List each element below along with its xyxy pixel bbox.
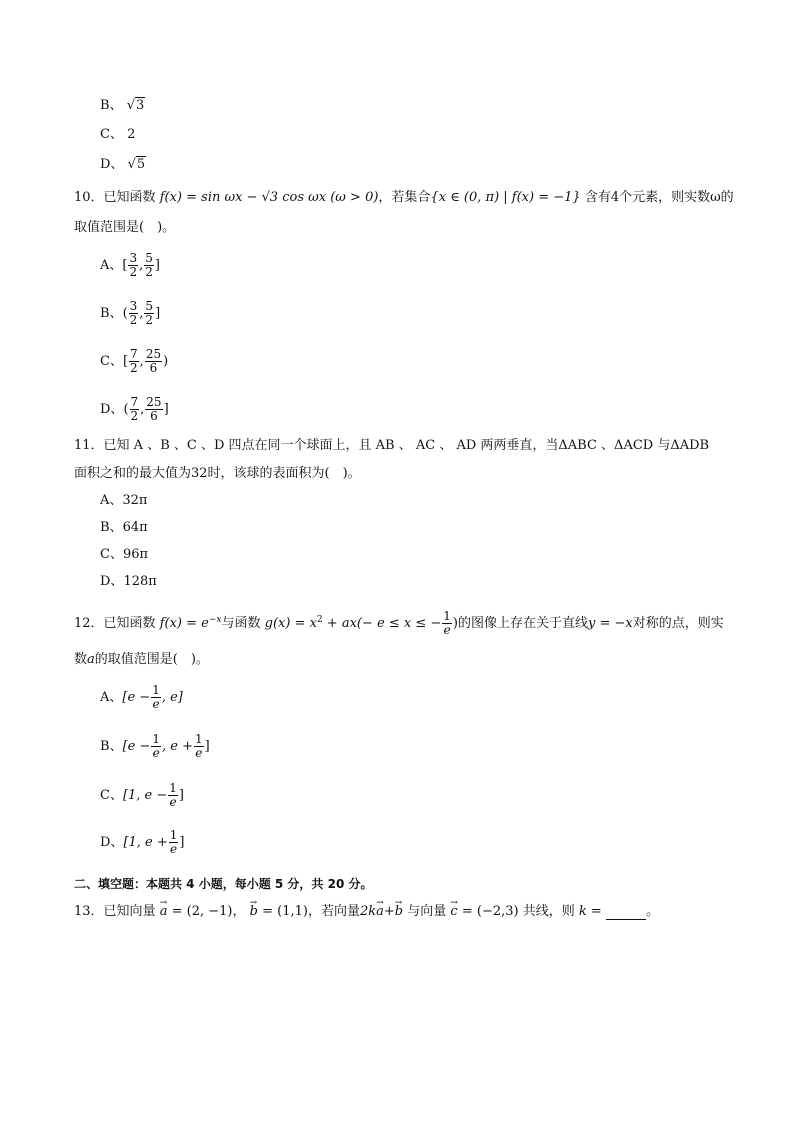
q10-option-c: C、[ $\frac{7}{2}$ , $\frac{25}{6}$ ) xyxy=(100,347,169,375)
stem-text: 已知函数 xyxy=(103,616,156,631)
q11-option-b xyxy=(100,520,148,536)
question-number: 10． xyxy=(74,190,104,205)
sqrt-expression: √3 xyxy=(126,98,145,113)
option-label: A、 xyxy=(100,690,123,705)
operator: = xyxy=(590,904,602,919)
section-title: 二、填空题：本题共 4 小题，每小题 5 分，共 20 分。 xyxy=(74,877,373,891)
numerator: 7 xyxy=(130,347,138,361)
denominator: e xyxy=(169,795,177,809)
option-value: 96π xyxy=(122,547,149,562)
denominator: e xyxy=(152,746,160,760)
fraction xyxy=(144,300,154,327)
sqrt-radicand: 5 xyxy=(136,157,146,172)
bracket-close: ] xyxy=(155,306,161,321)
vector-b: → b xyxy=(250,904,258,920)
line-equation: y = −x xyxy=(587,616,633,631)
fraction xyxy=(129,348,139,375)
numerator: 3 xyxy=(129,251,138,265)
fraction xyxy=(144,252,154,279)
vector-b: → b xyxy=(395,904,403,920)
bracket-open: ( xyxy=(123,402,129,417)
fraction xyxy=(151,684,161,711)
option-label: A、 xyxy=(100,258,123,273)
stem-text: 面积之和的最大值为32时，该球的表面积为( )。 xyxy=(74,466,361,481)
q11-stem-line2 xyxy=(74,466,361,482)
q9-option-d xyxy=(100,157,146,173)
option-label: D、 xyxy=(100,835,124,850)
q11-option-d xyxy=(100,574,157,590)
option-expr: [1, e − xyxy=(122,788,168,803)
option-label: D、 xyxy=(100,574,124,589)
q10-option-b: B、( $\frac{3}{2}$ , $\frac{5}{2}$ ] xyxy=(100,299,161,327)
option-label: C、 xyxy=(100,547,123,562)
q11-stem-line1 xyxy=(74,438,709,454)
stem-text: 与向量 xyxy=(407,904,447,919)
vector-a: → a xyxy=(160,904,168,920)
numerator: 7 xyxy=(130,395,139,409)
vector-value: = (−2,3) xyxy=(461,904,519,919)
denominator: 2 xyxy=(130,361,138,375)
question-number: 13． xyxy=(74,904,104,919)
numerator: 1 xyxy=(169,828,178,842)
answer-blank[interactable] xyxy=(606,907,646,920)
denominator: e xyxy=(195,746,203,760)
denominator: e xyxy=(152,697,160,711)
exponent: −x xyxy=(208,615,222,625)
fraction xyxy=(130,396,140,423)
operator: + xyxy=(383,904,395,919)
q11-option-c xyxy=(100,547,148,563)
denominator: 2 xyxy=(129,265,138,279)
vector-a: → a xyxy=(376,904,384,920)
q9-option-c xyxy=(100,127,135,143)
option-label: B、 xyxy=(100,306,123,321)
stem-text: 取值范围是( )。 xyxy=(74,220,176,235)
option-expr: ] xyxy=(178,788,184,803)
stem-text: ，若向量 xyxy=(307,904,360,919)
q12-stem-line2 xyxy=(74,652,209,668)
stem-text: 的取值范围是( )。 xyxy=(94,652,209,667)
denominator: 6 xyxy=(149,361,158,375)
denominator: 2 xyxy=(129,313,138,327)
bracket-open: [ xyxy=(122,258,128,273)
option-label: D、 xyxy=(100,157,124,172)
stem-text: 对称的点，则实 xyxy=(632,616,724,631)
question-number: 12． xyxy=(74,616,104,631)
denominator: e xyxy=(443,623,451,637)
numerator: 1 xyxy=(443,609,451,623)
numerator: 1 xyxy=(169,781,177,795)
function-f: f(x) = e xyxy=(159,616,209,631)
option-value: 32π xyxy=(122,493,148,508)
sqrt-expression: √5 xyxy=(127,157,146,172)
fraction xyxy=(169,829,179,856)
q13-stem xyxy=(74,904,659,920)
numerator: 5 xyxy=(145,299,154,313)
stem-text: 已知向量 xyxy=(103,904,156,919)
option-expr: [e − xyxy=(122,690,151,705)
set-expression: {x ∈ (0, π) | f(x) = −1} xyxy=(430,190,581,205)
q12-option-d xyxy=(100,829,184,856)
stem-text: 含有4个元素，则实数ω的 xyxy=(584,190,734,205)
variable: a xyxy=(87,652,95,667)
q10-stem-line1 xyxy=(74,190,734,206)
bracket-open: [ xyxy=(122,354,129,369)
bracket-open: ( xyxy=(122,306,128,321)
numerator: 5 xyxy=(145,251,153,265)
fraction xyxy=(151,733,161,760)
q12-option-c xyxy=(100,782,184,809)
stem-text: 共线，则 xyxy=(522,904,575,919)
option-value: 2 xyxy=(127,127,136,142)
option-value: 128π xyxy=(123,574,157,589)
function-g-domain: + ax(− e ≤ x ≤ − xyxy=(326,616,442,631)
vector-c: → c xyxy=(450,904,457,920)
option-label: A、 xyxy=(100,493,123,508)
option-label: C、 xyxy=(100,354,123,369)
q11-option-a xyxy=(100,493,147,509)
option-expr: , e + xyxy=(162,739,193,754)
fraction xyxy=(145,348,162,375)
stem-text: 数 xyxy=(74,652,88,667)
bracket-close: ] xyxy=(154,258,160,273)
numerator: 1 xyxy=(194,732,203,746)
numerator: 25 xyxy=(146,395,162,409)
q10-stem-line2 xyxy=(74,220,175,236)
bracket-close: ) xyxy=(163,354,169,369)
function-formula: f(x) = sin ωx − √3 cos ωx (ω > 0) xyxy=(159,190,379,205)
stem-text: ，若集合 xyxy=(378,190,431,205)
numerator: 1 xyxy=(152,683,160,697)
fraction xyxy=(168,782,178,809)
function-g: g(x) = x xyxy=(264,616,317,631)
bracket-close: ] xyxy=(163,402,169,417)
option-label: B、 xyxy=(100,98,123,113)
stem-text: 已知 A 、B 、C 、D 四点在同一个球面上，且 AB 、 AC 、 AD 两两垂直，当ΔABC 、ΔACD 与ΔADB xyxy=(103,438,710,453)
section-heading xyxy=(74,876,372,893)
denominator: e xyxy=(170,842,178,856)
fraction xyxy=(128,252,138,279)
option-expr: ] xyxy=(179,835,185,850)
option-expr: ] xyxy=(204,739,210,754)
fraction xyxy=(442,610,452,637)
fraction xyxy=(194,733,204,760)
q9-option-b xyxy=(100,98,145,114)
question-number: 11． xyxy=(74,438,104,453)
numerator: 1 xyxy=(152,732,160,746)
option-expr: [1, e + xyxy=(123,835,168,850)
option-label: B、 xyxy=(100,739,123,754)
q10-option-d: D、( $\frac{7}{2}$ , $\frac{25}{6}$ ] xyxy=(100,395,169,423)
stem-text: 已知函数 xyxy=(103,190,156,205)
exponent: 2 xyxy=(316,615,323,625)
variable: k xyxy=(578,904,587,919)
punctuation: 。 xyxy=(645,904,659,919)
q10-option-a: A、[ $\frac{3}{2}$ , $\frac{5}{2}$ ] xyxy=(100,251,160,279)
q12-option-a xyxy=(100,684,183,711)
option-label: D、 xyxy=(100,402,124,417)
stem-text: 与函数 xyxy=(221,616,261,631)
option-expr: [e − xyxy=(122,739,151,754)
coefficient: 2k xyxy=(359,904,377,919)
denominator: 2 xyxy=(130,409,139,423)
fraction xyxy=(129,300,139,327)
sqrt-radicand: 3 xyxy=(136,98,145,113)
numerator: 25 xyxy=(145,347,162,361)
denominator: 6 xyxy=(150,409,158,423)
option-value: 64π xyxy=(122,520,148,535)
option-expr: , e] xyxy=(161,690,183,705)
fraction xyxy=(145,396,162,423)
option-label: C、 xyxy=(100,127,123,142)
paren-close: ) xyxy=(452,616,458,631)
stem-text: 的图像上存在关于直线 xyxy=(457,616,588,631)
numerator: 3 xyxy=(129,299,138,313)
option-label: C、 xyxy=(100,788,123,803)
vector-value: = (2, −1) xyxy=(171,904,233,919)
q12-option-b xyxy=(100,733,210,760)
q12-stem-line1 xyxy=(74,610,724,637)
separator: ， xyxy=(232,904,246,919)
denominator: 2 xyxy=(145,265,153,279)
denominator: 2 xyxy=(145,313,154,327)
vector-value: = (1,1) xyxy=(262,904,308,919)
option-label: B、 xyxy=(100,520,123,535)
